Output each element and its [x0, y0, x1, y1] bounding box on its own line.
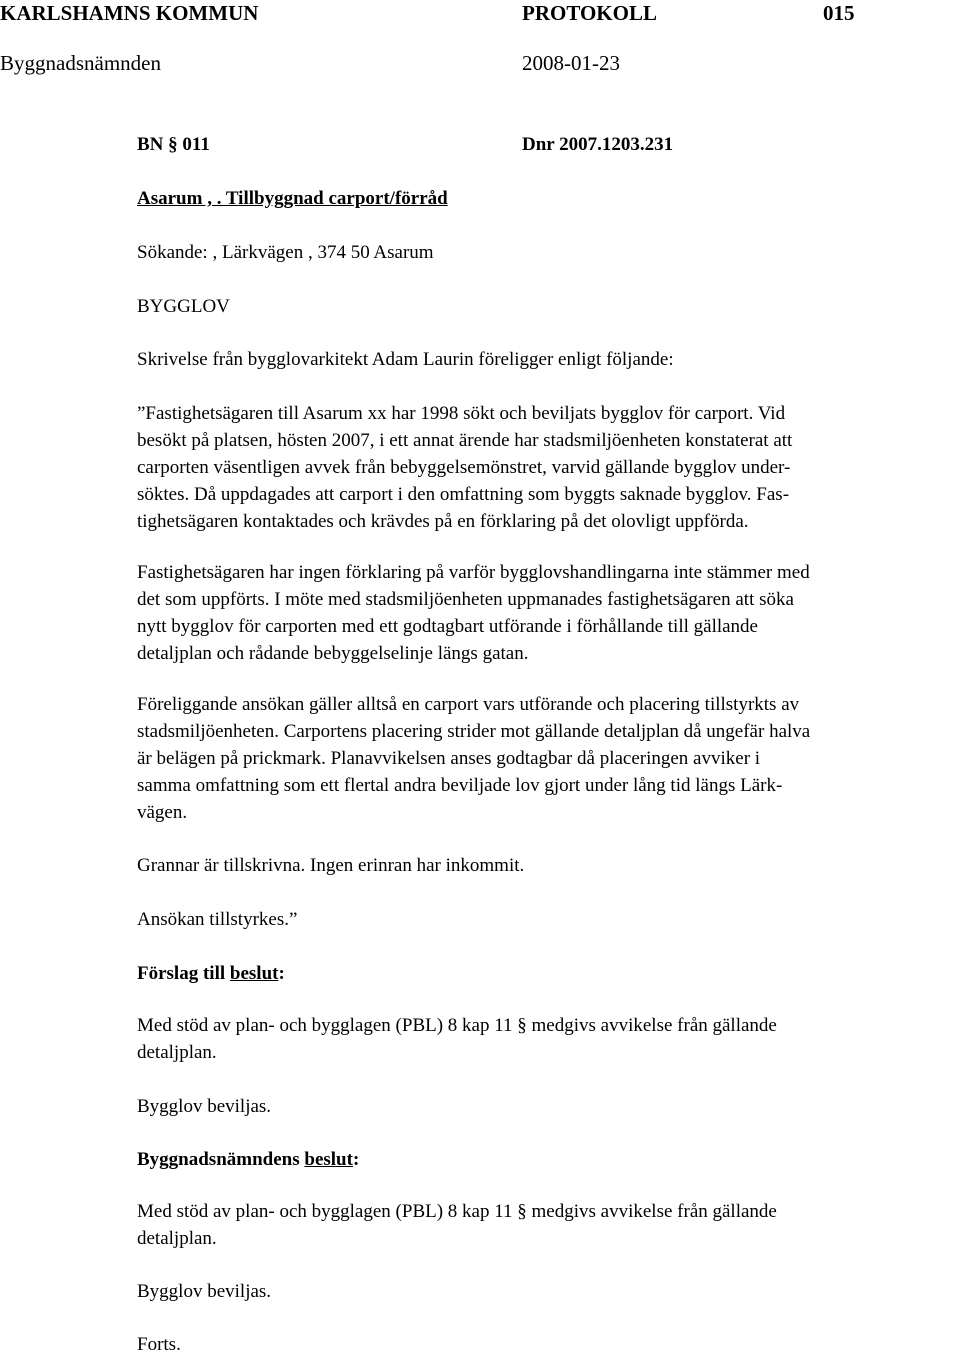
proposal-heading-prefix: Förslag till	[137, 963, 230, 984]
case-applicant: Sökande: , Lärkvägen , 374 50 Asarum	[137, 242, 434, 263]
case-dnr: Dnr 2007.1203.231	[522, 134, 674, 155]
proposal-text: Med stöd av plan- och bygglagen (PBL) 8 kap 11 § medgivs avvikelse från gällande detaljplan.	[137, 1015, 777, 1063]
intro-text: Skrivelse från bygglovarkitekt Adam Laurin föreligger enligt följande:	[137, 349, 674, 370]
decision-grant: Bygglov beviljas.	[137, 1281, 272, 1302]
proposal-grant: Bygglov beviljas.	[137, 1096, 272, 1117]
decision-text: Med stöd av plan- och bygglagen (PBL) 8 kap 11 § medgivs avvikelse från gällande detaljplan.	[137, 1201, 777, 1249]
decision-heading-underlined: beslut	[304, 1149, 353, 1170]
quote-paragraph-2: Fastighetsägaren har ingen förklaring på varför bygglovshandlingarna inte stämmer med det som uppförts. I möte med stadsmiljöenheten uppmanades fastighetsägaren att söka nytt bygglov för carporten med ett godtagbart utförande i förhållande till gällande detaljplan och rådande bebyggelselinje längs gatan.	[137, 562, 810, 664]
header-date: 2008-01-23	[522, 51, 620, 75]
header-org: KARLSHAMNS KOMMUN	[0, 1, 259, 25]
quote-paragraph-5: Ansökan tillstyrkes.”	[137, 909, 298, 930]
header-doc-type: PROTOKOLL	[522, 1, 657, 25]
continued-note: Forts.	[137, 1334, 181, 1355]
case-section: BN § 011	[137, 134, 210, 155]
case-type: BYGGLOV	[137, 296, 230, 317]
decision-heading	[137, 1146, 359, 1173]
case-title: Asarum , . Tillbyggnad carport/förråd	[137, 188, 448, 209]
decision-heading-suffix: :	[352, 1149, 360, 1170]
proposal-heading-underlined: beslut	[229, 963, 279, 984]
header-committee: Byggnadsnämnden	[0, 51, 161, 75]
header-page-number: 015	[823, 1, 855, 25]
quote-paragraph-4: Grannar är tillskrivna. Ingen erinran har inkommit.	[137, 855, 525, 876]
proposal-heading	[137, 960, 285, 987]
proposal-heading-suffix: :	[278, 963, 285, 984]
quote-paragraph-1: ”Fastighetsägaren till Asarum xx har 1998 sökt och beviljats bygglov för carport. Vid besökt på platsen, hösten 2007, i ett annat ärende har stadsmiljöenheten konstaterat att carporten väsentligen avvek från bebyggelsemönstret, varvid gällande bygglov under- söktes. Då uppdagades att carport i den omfattning som byggts saknade bygglov. Fas- tighetsägaren kontaktades och krävdes på en förklaring på det olovligt uppförda.	[137, 403, 793, 532]
decision-heading-prefix: Byggnadsnämndens	[137, 1149, 305, 1170]
quote-paragraph-3: Föreliggande ansökan gäller alltså en carport vars utförande och placering tillstyrkts av stadsmiljöenheten. Carportens placering strider mot gällande detaljplan då ungefär halva är belägen på prickmark. Planavvikelsen anses godtagbar då placeringen avviker i samma omfattning som ett flertal andra beviljade lov gjort under lång tid längs Lärk- vägen.	[137, 694, 811, 823]
